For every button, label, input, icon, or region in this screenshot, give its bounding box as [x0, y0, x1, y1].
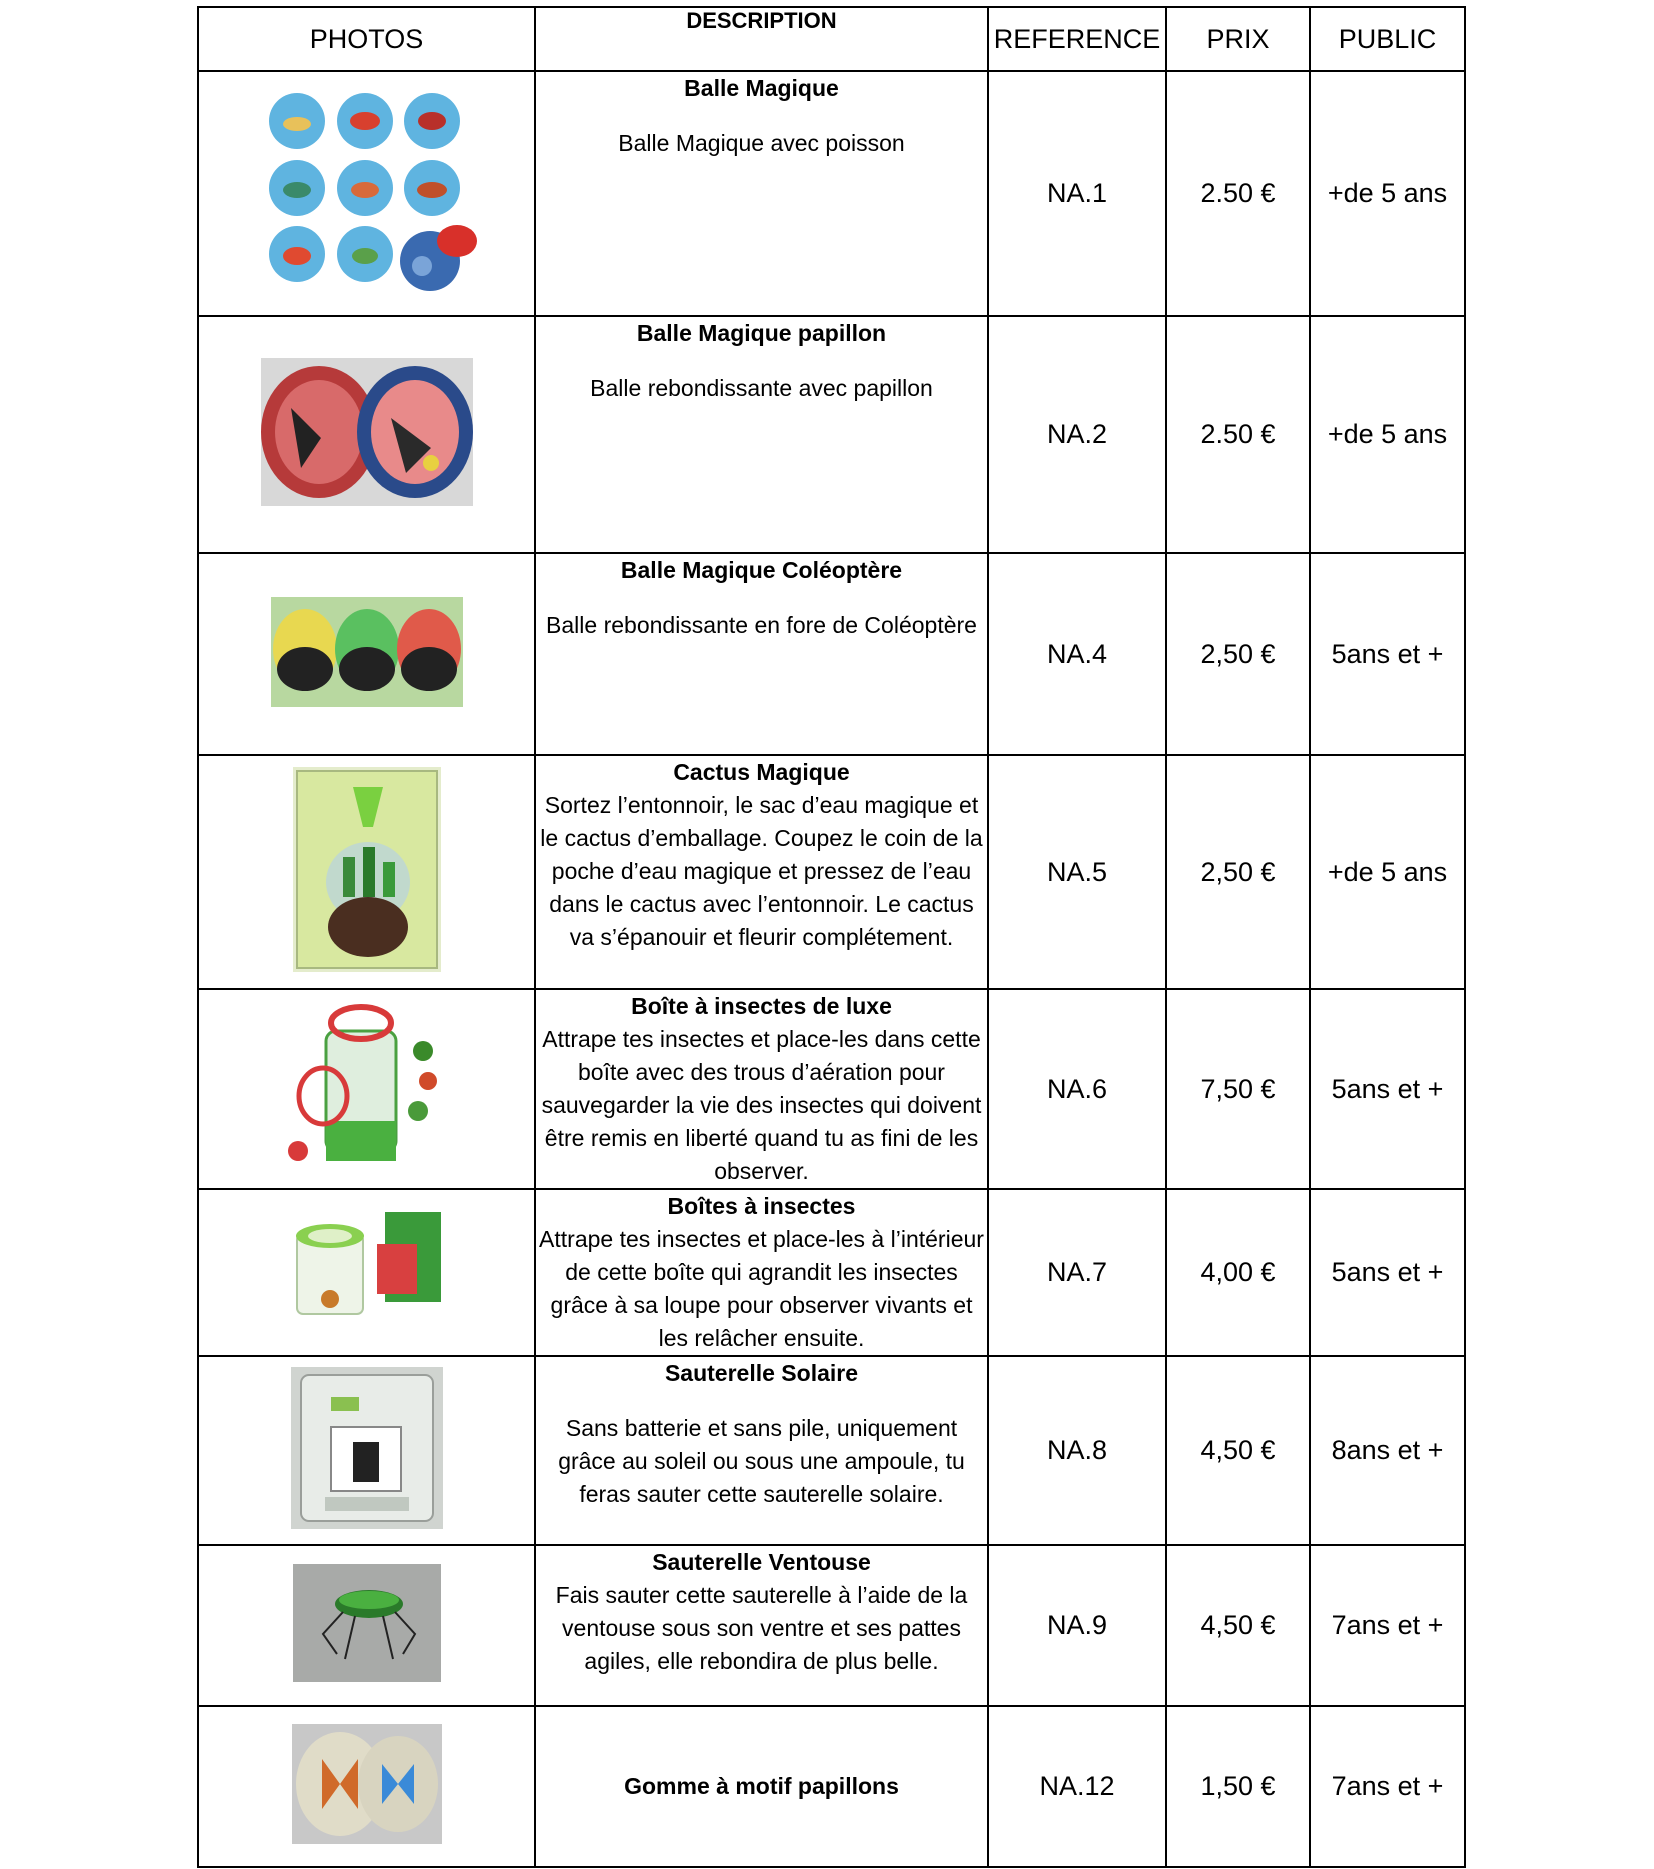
photo-cell	[198, 1356, 535, 1545]
reference-cell: NA.6	[988, 989, 1166, 1189]
header-photos: PHOTOS	[198, 7, 535, 71]
suction-grasshopper-photo	[293, 1564, 441, 1682]
header-prix: PRIX	[1166, 7, 1310, 71]
public-cell: +de 5 ans	[1310, 71, 1465, 316]
public-cell: 8ans et +	[1310, 1356, 1465, 1545]
description-cell	[535, 1356, 988, 1545]
product-name: Boîte à insectes de luxe	[631, 993, 892, 1019]
magic-ball-beetle-photo	[271, 597, 463, 707]
reference-cell: NA.5	[988, 755, 1166, 989]
photo-cell	[198, 553, 535, 755]
description-cell	[535, 71, 988, 316]
public-cell: +de 5 ans	[1310, 316, 1465, 553]
product-description: Balle rebondissante avec papillon	[590, 375, 933, 401]
product-description: Balle Magique avec poisson	[618, 130, 905, 156]
product-name: Sauterelle Ventouse	[652, 1549, 871, 1575]
product-description: Attrape tes insectes et place-les à l’intérieur de cette boîte qui agrandit les insectes grâce à sa loupe pour observer vivants et les relâcher ensuite.	[539, 1226, 984, 1351]
price-cell: 2.50 €	[1166, 316, 1310, 553]
photo-cell	[198, 755, 535, 989]
product-name: Gomme à motif papillons	[624, 1773, 899, 1799]
header-description: DESCRIPTION	[535, 7, 988, 71]
product-description: Balle rebondissante en fore de Coléoptère	[546, 612, 977, 638]
product-name: Sauterelle Solaire	[664, 1360, 859, 1386]
table-row	[198, 755, 1465, 989]
table-row	[198, 1706, 1465, 1867]
description-cell	[535, 755, 988, 989]
reference-cell: NA.4	[988, 553, 1166, 755]
magic-ball-butterfly-photo	[261, 358, 473, 506]
table-row	[198, 553, 1465, 755]
product-description: Attrape tes insectes et place-les dans cette boîte avec des trous d’aération pour sauvegarder la vie des insectes qui doivent être remis en liberté quand tu as fini de les observer.	[541, 1026, 982, 1184]
magic-ball-fish-photo	[252, 86, 482, 296]
header-reference: REFERENCE	[988, 7, 1166, 71]
public-cell: 7ans et +	[1310, 1706, 1465, 1867]
butterfly-eraser-photo	[292, 1724, 442, 1844]
public-cell: 5ans et +	[1310, 989, 1465, 1189]
reference-cell: NA.1	[988, 71, 1166, 316]
reference-cell: NA.12	[988, 1706, 1166, 1867]
header-public: PUBLIC	[1310, 7, 1465, 71]
photo-cell	[198, 316, 535, 553]
public-cell: 7ans et +	[1310, 1545, 1465, 1706]
description-cell	[535, 1189, 988, 1356]
public-cell: +de 5 ans	[1310, 755, 1465, 989]
description-cell	[535, 316, 988, 553]
reference-cell: NA.7	[988, 1189, 1166, 1356]
price-cell: 4,50 €	[1166, 1545, 1310, 1706]
table-row	[198, 316, 1465, 553]
photo-cell	[198, 989, 535, 1189]
header-row	[198, 7, 1465, 71]
product-description: Fais sauter cette sauterelle à l’aide de la ventouse sous son ventre et ses pattes agiles, elle rebondira de plus belle.	[555, 1582, 968, 1674]
price-cell: 4,50 €	[1166, 1356, 1310, 1545]
reference-cell: NA.8	[988, 1356, 1166, 1545]
product-name: Boîtes à insectes	[667, 1193, 856, 1219]
reference-cell: NA.9	[988, 1545, 1166, 1706]
price-cell: 1,50 €	[1166, 1706, 1310, 1867]
reference-cell: NA.2	[988, 316, 1166, 553]
photo-cell	[198, 71, 535, 316]
description-cell	[535, 1545, 988, 1706]
public-cell: 5ans et +	[1310, 1189, 1465, 1356]
price-cell: 2,50 €	[1166, 553, 1310, 755]
table-row	[198, 1189, 1465, 1356]
price-cell: 2,50 €	[1166, 755, 1310, 989]
photo-cell	[198, 1545, 535, 1706]
product-name: Balle Magique papillon	[636, 320, 887, 346]
product-name: Balle Magique Coléoptère	[620, 557, 903, 583]
photo-cell	[198, 1706, 535, 1867]
description-cell	[535, 989, 988, 1189]
table-row	[198, 1545, 1465, 1706]
solar-grasshopper-photo	[291, 1367, 443, 1529]
product-table	[197, 6, 1466, 1868]
product-name: Balle Magique	[684, 75, 839, 101]
product-name: Cactus Magique	[673, 759, 850, 785]
table-row	[198, 71, 1465, 316]
description-cell	[535, 553, 988, 755]
table-row	[198, 1356, 1465, 1545]
product-description: Sortez l’entonnoir, le sac d’eau magique et le cactus d’emballage. Coupez le coin de la poche d’eau magique et pressez de l’eau dans le cactus avec l’entonnoir. Le cactus va s’épanouir et fleurir complétement.	[540, 792, 983, 950]
insect-box-photo	[289, 1204, 445, 1336]
price-cell: 4,00 €	[1166, 1189, 1310, 1356]
product-description: Sans batterie et sans pile, uniquement grâce au soleil ou sous une ampoule, tu feras sauter cette sauterelle solaire.	[558, 1415, 965, 1507]
table-row	[198, 989, 1465, 1189]
magic-cactus-photo	[293, 767, 441, 972]
price-cell: 2.50 €	[1166, 71, 1310, 316]
description-cell	[535, 1706, 988, 1867]
deluxe-insect-box-photo	[278, 1001, 456, 1173]
public-cell: 5ans et +	[1310, 553, 1465, 755]
price-cell: 7,50 €	[1166, 989, 1310, 1189]
photo-cell	[198, 1189, 535, 1356]
